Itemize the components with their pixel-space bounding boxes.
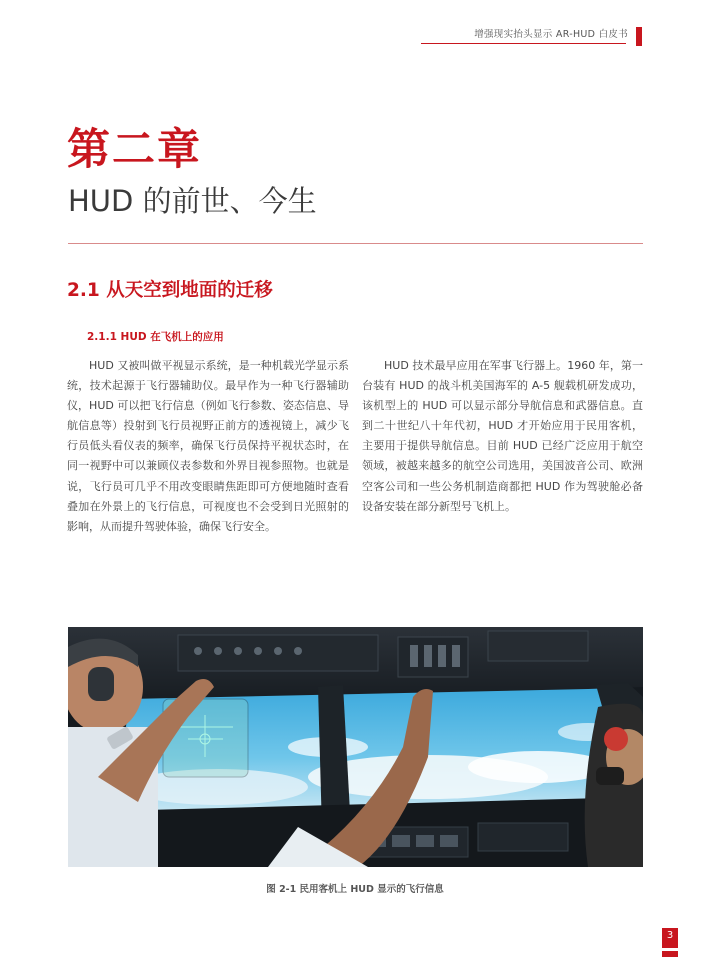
chapter-divider xyxy=(68,243,643,244)
running-header-title: 增强现实抬头显示 AR-HUD 白皮书 xyxy=(474,29,628,40)
header-accent-block xyxy=(636,27,642,46)
chapter-number: 第二章 xyxy=(67,125,202,175)
page-number: 3 xyxy=(666,930,674,941)
header-rule xyxy=(421,43,626,44)
chapter-title: HUD 的前世、今生 xyxy=(68,184,317,218)
page-number-bar xyxy=(662,951,678,957)
body-paragraph-left: HUD 又被叫做平视显示系统，是一种机载光学显示系统，技术起源于飞行器辅助仪。最早作为一种飞行器辅助仪，HUD 可以把飞行信息（例如飞行参数、姿态信息、导航信息等）投射到飞行员视野正前方的透视镜上，减少飞行员低头看仪表的频率，确保飞行员保持平视状态时，在同一视野中可以兼顾仪表参数和外界目视参照物。也就是说，飞行员可几乎不用改变眼睛焦距即可方便地随时查看叠加在外景上的飞行信息，可视度也不会受到日光照射的影响，从而提升驾驶体验，确保飞行安全。 xyxy=(67,359,349,533)
body-paragraph-right: HUD 技术最早应用在军事飞行器上。1960 年，第一台装有 HUD 的战斗机美国海军的 A-5 舰载机研发成功，该机型上的 HUD 可以显示部分导航信息和武器信息。直到二十世纪八十年代初，HUD 才开始应用于民用客机，主要用于提供导航信息。目前 HUD 已经广泛应用于航空领域，被越来越多的航空公司选用，美国波音公司、欧洲空客公司和一些公务机制造商都把 HUD 作为驾驶舱必备设备安装在部分新型号飞机上。 xyxy=(362,359,643,513)
section-title: 2.1 从天空到地面的迁移 xyxy=(67,280,273,301)
subsection-title: 2.1.1 HUD 在飞机上的应用 xyxy=(87,331,224,343)
cockpit-hud-photo xyxy=(68,627,643,867)
figure-caption: 图 2-1 民用客机上 HUD 显示的飞行信息 xyxy=(266,884,444,895)
